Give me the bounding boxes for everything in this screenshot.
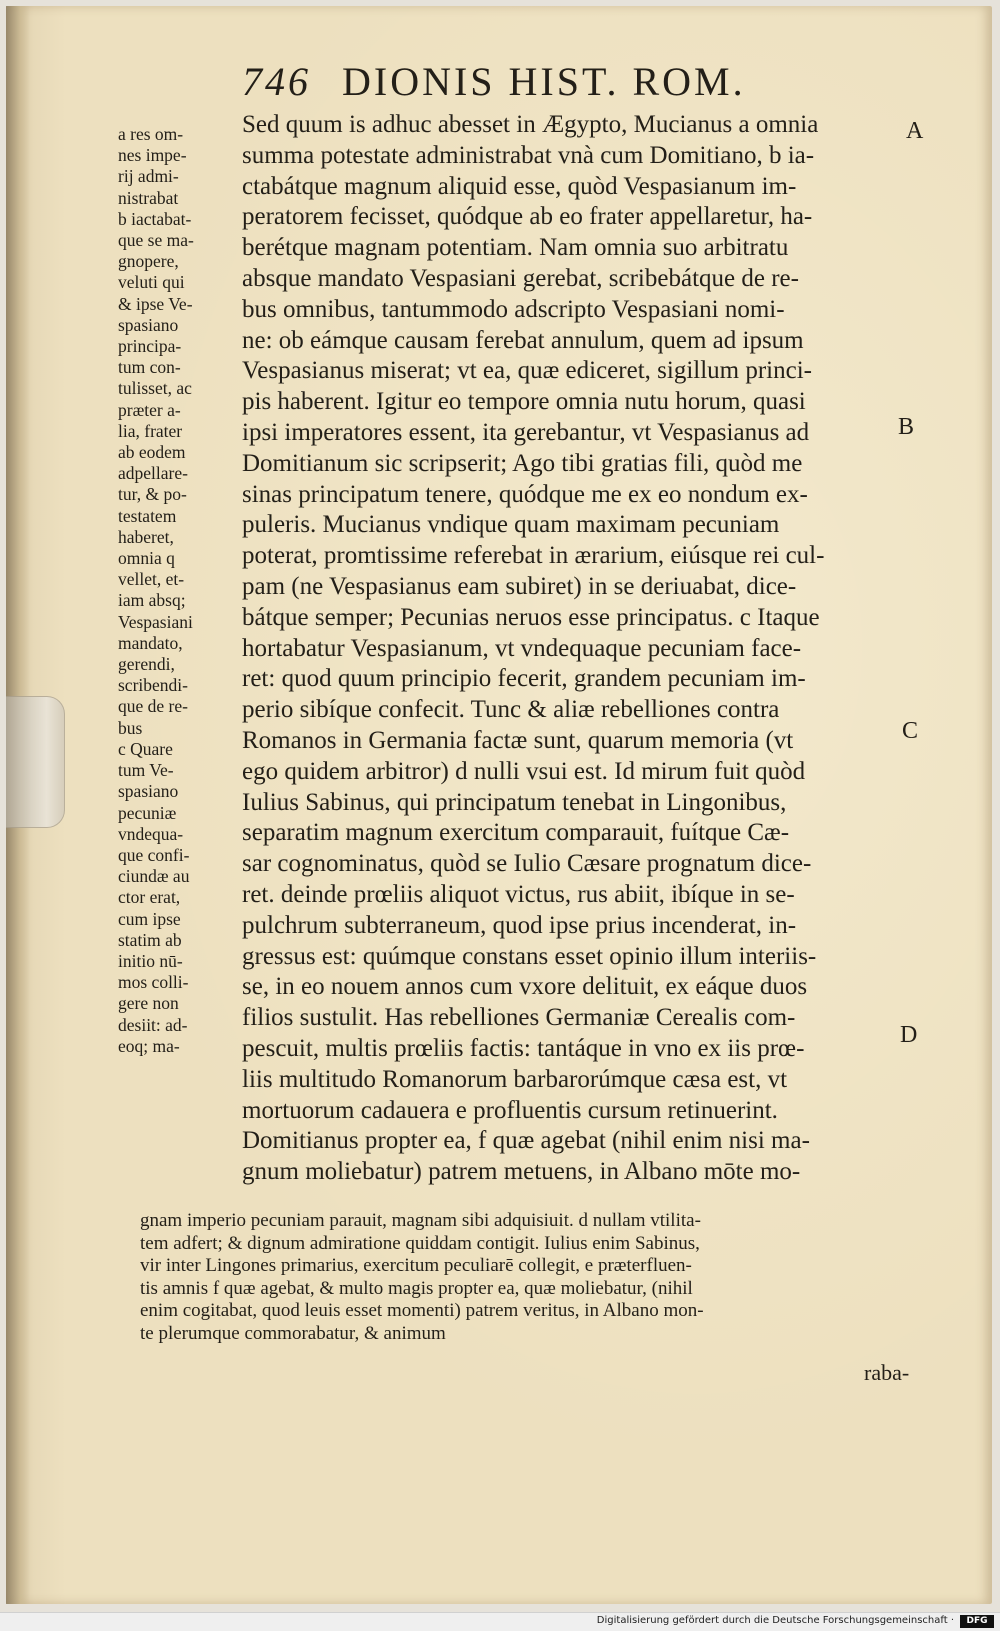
margin-line: mandato, <box>118 632 183 653</box>
text-line: ne: ob eámque causam ferebat annulum, quem ad ipsum <box>242 326 804 354</box>
margin-line: vndequa- <box>118 823 184 844</box>
margin-line: cum ipse <box>118 908 181 929</box>
note-line: gnam imperio pecuniam parauit, magnam sibi adquisiuit. d nullam vtilita- <box>140 1210 701 1231</box>
note-line: tem adfert; & dignum admiratione quiddam contigit. Iulius enim Sabinus, <box>140 1232 700 1254</box>
margin-line: eoq; ma- <box>118 1035 180 1056</box>
section-letter-a: A <box>906 118 924 144</box>
margin-line: spasiano <box>118 781 179 802</box>
text-line: pulchrum subterraneum, quod ipse prius incenderat, in- <box>242 911 797 939</box>
dfg-logo: DFG <box>960 1615 994 1628</box>
margin-line: rij admi- <box>118 166 179 187</box>
text-line: pis haberent. Igitur eo tempore omnia nutu horum, quasi <box>242 388 806 416</box>
margin-line: adpellare- <box>118 463 188 484</box>
text-line: filios sustulit. Has rebelliones Germaniæ Cerealis com- <box>242 1004 796 1032</box>
margin-line: desiit: ad- <box>118 1014 188 1035</box>
catchword: raba- <box>864 1360 910 1385</box>
text-line: Sed quum is adhuc abesset in Ægypto, Mucianus a omnia <box>242 111 819 138</box>
margin-line: nes impe- <box>118 145 187 166</box>
text-line: sar cognominatus, quòd se Iulio Cæsare prognatum dice- <box>242 850 812 878</box>
margin-line: spasiano <box>118 314 179 335</box>
margin-line: omnia q <box>118 548 175 569</box>
text-line: perio sibíque confecit. Tunc & aliæ rebelliones contra <box>242 696 780 724</box>
text-line: ipsi imperatores essent, ita gerebantur, vt Vespasianus ad <box>242 418 810 446</box>
text-line: separatim magnum exercitum comparauit, fuítque Cæ- <box>242 819 790 847</box>
margin-line: tum con- <box>118 357 181 378</box>
margin-line: tur, & po- <box>118 484 187 505</box>
running-title: DIONIS HIST. ROM. <box>342 59 746 104</box>
text-line: Romanos in Germania factæ sunt, quarum memoria (vt <box>242 726 794 754</box>
section-letter-b: B <box>898 414 915 440</box>
margin-line: testatem <box>118 505 177 526</box>
marginal-gloss <box>118 124 236 1057</box>
text-line: Domitianum sic scripserit; Ago tibi gratias fili, quòd me <box>242 449 803 477</box>
margin-line: veluti qui <box>118 272 185 293</box>
margin-line: principa- <box>118 336 182 357</box>
text-line: peratorem fecisset, quódque ab eo frater appellaretur, ha- <box>242 203 813 231</box>
text-line: poterat, promtissime referebat in ærarium, eiúsque rei cul- <box>242 542 825 570</box>
text-line: gnum moliebatur) patrem metuens, in Albano mōte mo- <box>242 1158 801 1186</box>
margin-line: nistrabat <box>118 187 179 208</box>
margin-line: haberet, <box>118 526 174 547</box>
margin-line: bus <box>118 717 143 738</box>
margin-line: que confi- <box>118 844 190 865</box>
margin-line: mos colli- <box>118 972 189 993</box>
text-line: pescuit, multis prœliis factis: tantáque in vno ex iis prœ- <box>242 1034 805 1062</box>
section-letter-d: D <box>900 1022 918 1048</box>
note-line: te plerumque commorabatur, & animum <box>140 1322 446 1344</box>
margin-line: pecuniæ <box>118 802 177 823</box>
margin-line: statim ab <box>118 929 182 950</box>
page-header <box>242 58 862 108</box>
text-line: liis multitudo Romanorum barbarorúmque cæsa est, vt <box>242 1065 788 1093</box>
text-line: se, in eo nouem annos cum vxore delituit, ex eáque duos <box>242 973 808 1001</box>
text-line: Vespasianus miserat; vt ea, quæ ediceret, sigillum princi- <box>242 357 812 385</box>
page-number: 746 <box>242 59 311 104</box>
text-line: summa potestate administrabat vnà cum Domitiano, b ia- <box>242 141 815 169</box>
text-line: ctabátque magnum aliquid esse, quòd Vespasianum im- <box>242 172 797 200</box>
text-line: gressus est: quúmque constans esset opinio illum interiis- <box>242 942 817 970</box>
margin-line: vellet, et- <box>118 569 185 590</box>
text-line: puleris. Mucianus vndique quam maximam pecuniam <box>242 511 780 539</box>
margin-line: lia, frater <box>118 420 183 441</box>
margin-line: præter a- <box>118 399 181 420</box>
margin-line: iam absq; <box>118 590 186 611</box>
text-line: Domitianus propter ea, f quæ agebat (nihil enim nisi ma- <box>242 1127 810 1155</box>
margin-line: gere non <box>118 993 179 1014</box>
margin-line: ctor erat, <box>118 887 181 908</box>
text-line: ego quidem arbitror) d nulli vsui est. Id mirum fuit quòd <box>242 757 806 785</box>
margin-line: gnopere, <box>118 251 179 272</box>
margin-line: initio nū- <box>118 950 183 971</box>
margin-line: a res om- <box>118 124 184 144</box>
page-clip-shadow <box>6 696 65 828</box>
text-line: absque mandato Vespasiani gerebat, scribebátque de re- <box>242 264 799 292</box>
section-letter-c: C <box>902 718 919 744</box>
margin-line: tulisset, ac <box>118 378 192 399</box>
text-line: bus omnibus, tantummodo adscripto Vespasiani nomi- <box>242 295 785 323</box>
note-line: enim cogitabat, quod leuis esset momenti) patrem veritus, in Albano mon- <box>140 1300 704 1322</box>
margin-line: & ipse Ve- <box>118 293 193 314</box>
footer-credit: Digitalisierung gefördert durch die Deutsche Forschungsgemeinschaft · <box>596 1615 954 1626</box>
note-line: tis amnis f quæ agebat, & multo magis propter ea, quæ moliebatur, (nihil <box>140 1277 693 1299</box>
margin-line: que se ma- <box>118 230 194 251</box>
text-line: ret: quod quum principio fecerit, grandem pecuniam im- <box>242 665 806 693</box>
margin-line: que de re- <box>118 696 188 717</box>
margin-line: Vespasiani <box>118 611 193 632</box>
text-line: bátque semper; Pecunias neruos esse principatus. c Itaque <box>242 603 820 631</box>
main-text <box>242 110 898 1188</box>
book-page <box>6 6 992 1604</box>
digitization-footer <box>0 1612 1000 1631</box>
margin-line: b iactabat- <box>118 208 192 229</box>
text-line: hortabatur Vespasianum, vt vndequaque pecuniam face- <box>242 634 802 662</box>
text-line: ret. deinde prœliis aliquot victus, rus abiit, ibíque in se- <box>242 880 795 908</box>
margin-line: tum Ve- <box>118 760 174 781</box>
note-line: vir inter Lingones primarius, exercitum peculiarē collegit, e præterfluen- <box>140 1255 692 1277</box>
margin-line: ab eodem <box>118 442 186 463</box>
text-line: sinas principatum tenere, quódque me ex eo nondum ex- <box>242 480 808 508</box>
text-line: pam (ne Vespasianus eam subiret) in se deriuabat, dice- <box>242 572 797 600</box>
margin-line: ciundæ au <box>118 866 190 887</box>
text-line: Iulius Sabinus, qui principatum tenebat in Lingonibus, <box>242 788 787 816</box>
margin-line: gerendi, <box>118 654 175 675</box>
margin-line: scribendi- <box>118 675 188 696</box>
text-line: mortuorum cadauera e profluentis cursum retinuerint. <box>242 1096 778 1124</box>
margin-line: c Quare <box>118 738 173 759</box>
text-line: berétque magnam potentiam. Nam omnia suo arbitratu <box>242 234 789 262</box>
footnotes <box>140 1210 900 1346</box>
